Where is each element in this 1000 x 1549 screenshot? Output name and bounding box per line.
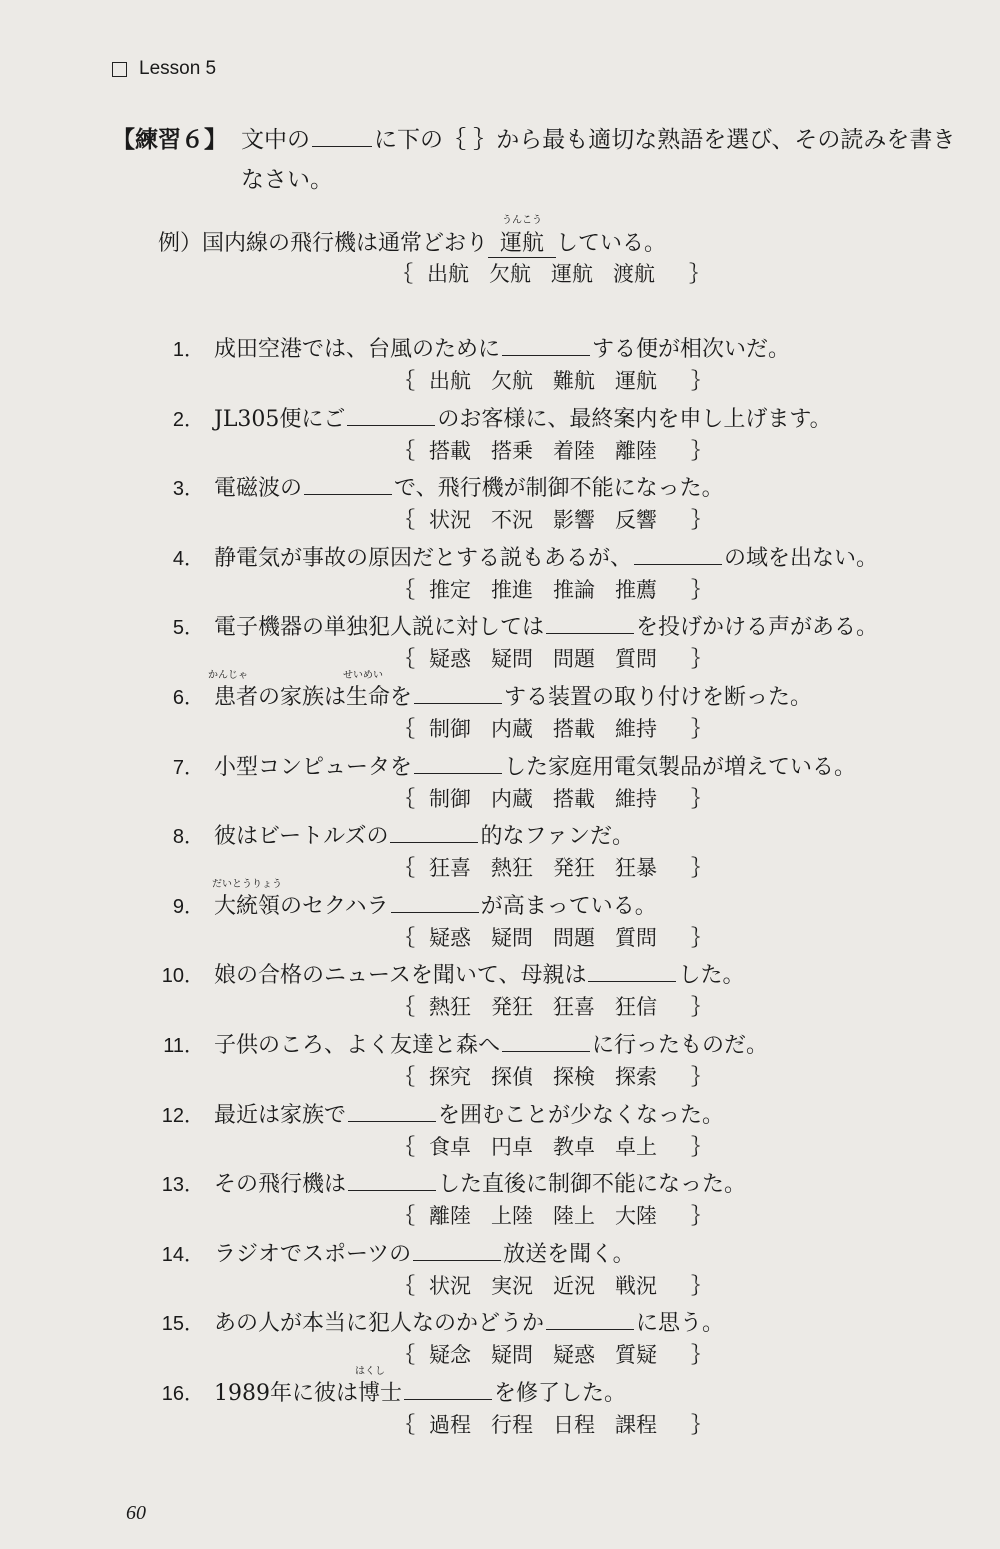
- option-word[interactable]: 搭載: [553, 786, 595, 811]
- option-word[interactable]: 上陸: [491, 1204, 533, 1229]
- question-text-after: に思う。: [636, 1311, 725, 1337]
- option-word[interactable]: 質問: [615, 647, 657, 672]
- answer-blank[interactable]: [413, 1237, 501, 1261]
- option-word[interactable]: 狂暴: [615, 856, 657, 881]
- option-word[interactable]: 影響: [553, 508, 595, 533]
- page-number: 60: [126, 1502, 146, 1524]
- option-word[interactable]: 不況: [491, 508, 533, 533]
- answer-options: ｛ 出航 欠航 難航 運航 ｝: [380, 365, 726, 395]
- option-word[interactable]: 欠航: [491, 369, 533, 393]
- question-text-before: ラジオでスポーツの: [214, 1241, 412, 1267]
- question-text-before: 1989年に彼は博士: [214, 1381, 402, 1407]
- question-text-after: 放送を聞く。: [503, 1241, 635, 1267]
- question-sentence: [160, 819, 634, 850]
- option-word: 出航: [427, 262, 469, 286]
- option-word[interactable]: 円卓: [491, 1134, 533, 1159]
- option-word[interactable]: 出航: [429, 369, 471, 393]
- instruction-text-c: なさい。: [241, 167, 333, 193]
- option-word[interactable]: 疑惑: [429, 925, 471, 950]
- option-word[interactable]: 質疑: [615, 1343, 657, 1368]
- question-number: 12．: [161, 1104, 204, 1127]
- question-number: 11．: [163, 1035, 204, 1058]
- question-text-before: あの人が本当に犯人なのかどうか: [214, 1311, 545, 1337]
- option-word[interactable]: 狂喜: [553, 995, 595, 1020]
- option-word[interactable]: 教卓: [553, 1134, 595, 1159]
- option-word[interactable]: 狂喜: [429, 856, 471, 881]
- question-text-before: 患者の家族は生命を: [214, 685, 413, 711]
- question-text-before: 電子機器の単独犯人説に対しては: [214, 615, 545, 641]
- option-word[interactable]: 探究: [429, 1065, 471, 1089]
- question-sentence: [160, 1167, 746, 1198]
- option-word[interactable]: 問題: [553, 925, 595, 950]
- question-text-before: 大統領のセクハラ: [214, 893, 389, 919]
- question-text-after: のお客様に、最終案内を申し上げます。: [437, 406, 832, 432]
- example-answer-ruby: うんこう: [502, 215, 543, 226]
- option-word[interactable]: 維持: [615, 717, 657, 741]
- question-sentence: [160, 1237, 635, 1268]
- question-sentence: [160, 541, 878, 572]
- option-word[interactable]: 推薦: [615, 577, 657, 602]
- option-word[interactable]: 質問: [615, 925, 657, 950]
- option-word[interactable]: 発狂: [553, 856, 595, 881]
- question-text-before: 娘の合格のニュースを聞いて、母親は: [214, 963, 587, 989]
- instruction-blank: [312, 122, 372, 147]
- answer-options: ｛ 狂喜 熱狂 発狂 狂暴 ｝: [380, 852, 726, 882]
- question-number: 4．: [172, 547, 204, 570]
- instruction-text-b: に下の｛ ｝から最も適切な熟語を選び、その読みを書き: [374, 127, 956, 153]
- option-word[interactable]: 熱狂: [429, 995, 471, 1020]
- option-word[interactable]: 疑問: [491, 1343, 533, 1368]
- answer-blank[interactable]: [414, 750, 502, 774]
- option-word[interactable]: 制御: [429, 786, 471, 811]
- question-text-before: 子供のころ、よく友達と森へ: [214, 1033, 501, 1059]
- question-number: 2．: [172, 408, 204, 431]
- option-word[interactable]: 課程: [615, 1413, 657, 1437]
- option-word[interactable]: 反響: [615, 508, 657, 533]
- question-text-after: を修了した。: [494, 1381, 627, 1407]
- option-word[interactable]: 行程: [491, 1413, 533, 1437]
- answer-options: ｛ 探究 探偵 探検 探索 ｝: [380, 1061, 726, 1091]
- lesson-title: Lesson 5: [139, 58, 217, 79]
- question-text-after: した。: [678, 963, 745, 989]
- furigana: せいめい: [343, 670, 383, 681]
- option-word[interactable]: 搭乗: [491, 438, 533, 463]
- option-word[interactable]: 疑問: [491, 925, 533, 950]
- example-prefix: 例）国内線の飛行機は通常どおり: [158, 231, 489, 256]
- option-word[interactable]: 運航: [615, 369, 657, 393]
- answer-options: ｛ 推定 推進 推論 推薦 ｝: [380, 574, 726, 604]
- exercise-instruction: [112, 120, 982, 200]
- option-word[interactable]: 離陸: [615, 438, 657, 463]
- option-word[interactable]: 状況: [429, 508, 471, 533]
- option-word[interactable]: 維持: [615, 786, 657, 811]
- answer-blank[interactable]: [588, 958, 676, 982]
- option-word[interactable]: 狂信: [615, 995, 657, 1020]
- answer-options: ｛ 疑惑 疑問 問題 質問 ｝: [380, 922, 726, 952]
- question-sentence: [160, 402, 832, 433]
- question-number: 9．: [172, 895, 204, 918]
- answer-blank[interactable]: [348, 1167, 436, 1191]
- answer-blank[interactable]: [390, 819, 478, 843]
- question-sentence: [160, 471, 724, 502]
- option-word[interactable]: 離陸: [429, 1204, 471, 1229]
- question-text-after: を囲むことが少なくなった。: [438, 1102, 725, 1128]
- option-word[interactable]: 着陸: [553, 438, 595, 463]
- question-text-after: 的なファンだ。: [480, 824, 635, 850]
- question-sentence: [160, 750, 856, 781]
- option-word[interactable]: 過程: [429, 1413, 471, 1437]
- example-answer: うんこう 運航: [488, 226, 556, 258]
- question-number: 10．: [161, 965, 204, 988]
- option-word[interactable]: 近況: [553, 1273, 595, 1298]
- question-number: 7．: [172, 756, 204, 779]
- question-sentence: [160, 1376, 626, 1407]
- answer-blank[interactable]: [404, 1376, 492, 1400]
- answer-options: ｛ 制御 内蔵 搭載 維持 ｝: [380, 783, 726, 813]
- option-word[interactable]: 疑惑: [553, 1343, 595, 1368]
- option-word[interactable]: 疑念: [429, 1343, 471, 1368]
- option-word[interactable]: 難航: [553, 369, 595, 393]
- answer-options: ｛ 疑惑 疑問 問題 質問 ｝: [380, 643, 726, 673]
- question-text-after: で、飛行機が制御不能になった。: [394, 476, 724, 502]
- furigana: だいとうりょう: [212, 878, 282, 890]
- option-word[interactable]: 状況: [429, 1273, 471, 1298]
- question-number: 8．: [172, 826, 204, 849]
- option-word[interactable]: 食卓: [429, 1134, 471, 1159]
- option-word[interactable]: 搭載: [429, 438, 471, 463]
- question-number: 1．: [172, 339, 204, 362]
- option-word[interactable]: 探偵: [491, 1065, 533, 1089]
- question-sentence: [160, 680, 812, 711]
- furigana: はくし: [355, 1366, 385, 1377]
- option-word[interactable]: 陸上: [553, 1204, 595, 1229]
- question-number: 16．: [161, 1383, 204, 1406]
- answer-options: ｛ 制御 内蔵 搭載 維持 ｝: [380, 713, 726, 743]
- question-text-before: JL305便にご: [214, 406, 346, 432]
- question-text-before: 最近は家族で: [214, 1102, 347, 1128]
- question-text-before: 静電気が事故の原因だとする説もあるが、: [214, 545, 633, 571]
- example-sentence: [158, 215, 667, 258]
- question-number: 13．: [161, 1174, 204, 1197]
- question-text-before: その飛行機は: [214, 1172, 347, 1198]
- option-word: 欠航: [489, 262, 531, 286]
- option-word[interactable]: 実況: [491, 1273, 533, 1298]
- option-word[interactable]: 探索: [615, 1065, 657, 1089]
- option-word[interactable]: 推定: [429, 577, 471, 602]
- option-word[interactable]: 内蔵: [491, 786, 533, 811]
- question-sentence: [160, 958, 744, 989]
- question-number: 15．: [161, 1313, 204, 1336]
- question-text-after: の域を出ない。: [724, 545, 879, 571]
- option-word[interactable]: 大陸: [615, 1204, 657, 1229]
- option-word[interactable]: 問題: [553, 647, 595, 672]
- question-sentence: [160, 332, 790, 363]
- instruction-text-a: 文中の: [241, 127, 310, 153]
- option-word[interactable]: 疑問: [491, 647, 533, 672]
- option-word[interactable]: 疑惑: [429, 647, 471, 672]
- answer-blank[interactable]: [348, 1098, 436, 1122]
- answer-blank[interactable]: [546, 610, 634, 634]
- answer-options: ｛ 搭載 搭乗 着陸 離陸 ｝: [380, 435, 726, 465]
- question-sentence: [160, 1306, 724, 1337]
- option-word[interactable]: 制御: [429, 717, 471, 741]
- question-text-after: した直後に制御不能になった。: [438, 1172, 747, 1198]
- answer-options: ｛ 過程 行程 日程 課程 ｝: [380, 1409, 726, 1439]
- option-word[interactable]: 内蔵: [491, 717, 533, 741]
- answer-blank[interactable]: [502, 1028, 590, 1052]
- question-text-after: する装置の取り付けを断った。: [504, 685, 813, 711]
- answer-blank[interactable]: [347, 402, 435, 426]
- question-number: 6．: [172, 687, 204, 710]
- furigana: かんじゃ: [208, 670, 248, 681]
- option-word[interactable]: 搭載: [553, 717, 595, 741]
- answer-blank[interactable]: [546, 1306, 634, 1330]
- question-number: 14．: [161, 1243, 204, 1266]
- question-sentence: [160, 1028, 768, 1059]
- example-suffix: している。: [556, 231, 667, 256]
- question-sentence: [160, 889, 657, 920]
- question-text-after: に行ったものだ。: [592, 1033, 769, 1059]
- option-word[interactable]: 熱狂: [491, 856, 533, 881]
- option-word[interactable]: 探検: [553, 1065, 595, 1089]
- option-word: 運航: [551, 262, 593, 286]
- answer-blank[interactable]: [502, 332, 590, 356]
- answer-options: ｛ 疑念 疑問 疑惑 質疑 ｝: [380, 1339, 726, 1369]
- option-word[interactable]: 推論: [553, 577, 595, 602]
- option-word[interactable]: 日程: [553, 1413, 595, 1437]
- question-text-after: する便が相次いだ。: [592, 337, 791, 363]
- question-text-after: が高まっている。: [480, 893, 657, 919]
- answer-blank[interactable]: [391, 889, 479, 913]
- question-sentence: [160, 610, 878, 641]
- question-text-before: 小型コンピュータを: [214, 754, 413, 780]
- answer-blank[interactable]: [304, 471, 392, 495]
- checkbox-icon[interactable]: [112, 62, 127, 77]
- option-word[interactable]: 卓上: [615, 1134, 657, 1159]
- exercise-label: 【練習６】: [112, 127, 227, 153]
- answer-options: ｛ 熱狂 発狂 狂喜 狂信 ｝: [380, 991, 726, 1021]
- answer-options: ｛ 状況 実況 近況 戦況 ｝: [380, 1270, 726, 1300]
- answer-options: ｛ 離陸 上陸 陸上 大陸 ｝: [380, 1200, 726, 1230]
- question-sentence: [160, 1098, 724, 1129]
- question-text-after: した家庭用電気製品が増えている。: [504, 754, 857, 780]
- option-word[interactable]: 推進: [491, 577, 533, 602]
- answer-options: ｛ 状況 不況 影響 反響 ｝: [380, 504, 726, 534]
- question-text-before: 成田空港では、台風のために: [214, 337, 501, 363]
- answer-options: ｛ 食卓 円卓 教卓 卓上 ｝: [380, 1131, 726, 1161]
- question-text-before: 電磁波の: [214, 476, 303, 502]
- option-word: 渡航: [613, 262, 655, 286]
- option-word[interactable]: 発狂: [491, 995, 533, 1020]
- lesson-header: [112, 58, 216, 80]
- answer-blank[interactable]: [414, 680, 502, 704]
- question-text-after: を投げかける声がある。: [636, 615, 879, 641]
- option-word[interactable]: 戦況: [615, 1273, 657, 1298]
- question-number: 3．: [172, 478, 204, 501]
- question-number: 5．: [172, 617, 204, 640]
- example-options: ｛ 出航 欠航 運航 渡航 ｝: [378, 258, 724, 288]
- question-text-before: 彼はビートルズの: [214, 824, 389, 850]
- answer-blank[interactable]: [634, 541, 722, 565]
